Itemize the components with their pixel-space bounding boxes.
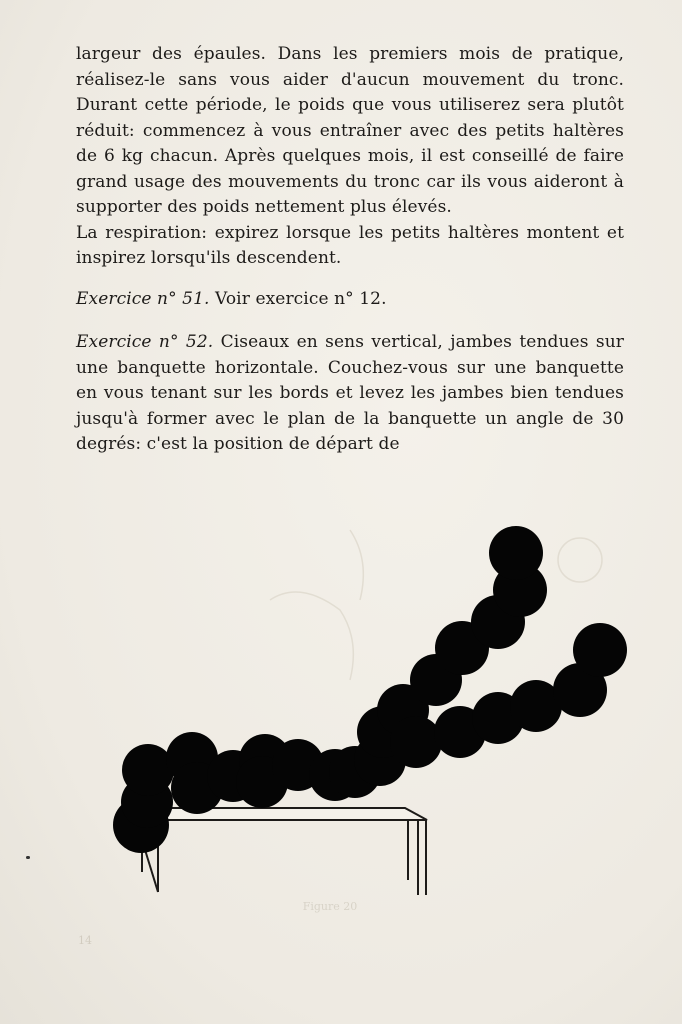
paragraph-technique: largeur des épaules. Dans les premiers mois de pratique, réalisez-le sans vous aider d'aucun mouvement du tronc. Durant cette période, le poids que vous utiliserez sera plutôt réduit: commencez à vous entraîner avec des petits haltères de 6 kg chacun. Après quelques mois, il est conseillé de faire grand usage des mouvements du tronc car ils vous aideront à supporter des poids nettement plus élevés. <box>76 44 624 217</box>
bench <box>142 808 427 895</box>
figure-caption: Figure 20 <box>302 900 358 913</box>
ink-speck <box>26 856 30 859</box>
blotted-figure <box>113 526 627 853</box>
exercise-51 <box>76 287 624 313</box>
exercise-illustration <box>100 520 640 910</box>
paragraph-breathing: La respiration: expirez lorsque les petits haltères montent et inspirez lorsqu'ils descendent. <box>76 222 624 268</box>
exercise-51-label: Exercice n° 51. <box>76 288 210 309</box>
exercise-52 <box>76 330 624 458</box>
page-text <box>76 42 624 458</box>
exercise-52-label: Exercice n° 52. <box>76 332 214 352</box>
exercise-52-text: Ciseaux en sens vertical, jambes tendues sur une banquette horizontale. Couchez-vous sur une banquette en vous tenant sur les bords et levez les jambes bien tendues jusqu'à former avec le plan de la banquette un angle de 30 degrés: c'est la position de départ de <box>76 332 625 454</box>
page-number: 14 <box>78 934 92 947</box>
exercise-51-text: Voir exercice n° 12. <box>209 288 387 309</box>
